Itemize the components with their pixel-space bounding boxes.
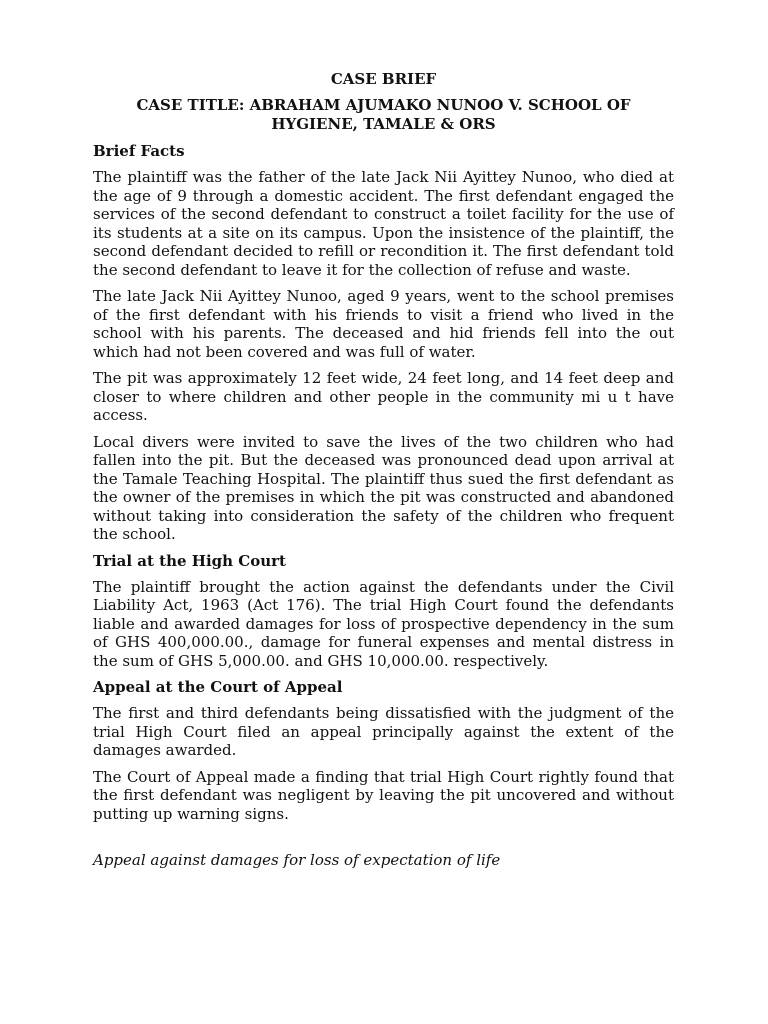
case-title: CASE TITLE: ABRAHAM AJUMAKO NUNOO V. SCHOOL OF HYGIENE, TAMALE & ORS <box>136 96 631 133</box>
document-title: CASE BRIEF <box>330 70 437 88</box>
section-heading-loss-expectation-of-life: Appeal against damages for loss of expectation of life <box>93 851 501 869</box>
section-heading-appeal-court-of-appeal: Appeal at the Court of Appeal <box>93 678 343 696</box>
brief-facts-paragraph-4: Local divers were invited to save the lives of the two children who had fallen into the pit. But the deceased was pronounced dead upon arrival at the Tamale Teaching Hospital. The plaintiff thus sued the first defendant as the owner of the premises in which the pit was constructed and abandoned without taking into consideration the safety of the children who frequent the school. <box>93 432 674 543</box>
appeal-paragraph-2: The Court of Appeal made a finding that trial High Court rightly found that the first defendant was negligent by leaving the pit uncovered and without putting up warning signs. <box>93 767 674 823</box>
appeal-paragraph-1: The first and third defendants being dissatisfied with the judgment of the trial High Court filed an appeal principally against the extent of the damages awarded. <box>93 704 674 759</box>
brief-facts-paragraph-1: The plaintiff was the father of the late Jack Nii Ayittey Nunoo, who died at the age of 9 through a domestic accident. The first defendant engaged the services of the second defendant to construct a toilet facility for the use of its students at a site on its campus. Upon the insistence of the plaintiff, the second defendant decided to refill or recondition it. The first defendant told the second defendant to leave it for the collection of refuse and waste. <box>93 168 674 279</box>
brief-facts-paragraph-2: The late Jack Nii Ayittey Nunoo, aged 9 years, went to the school premises of the first defendant with his friends to visit a friend who lived in the school with his parents. The deceased and hid friends fell into the out which had not been covered and was full of water. <box>93 287 674 361</box>
section-heading-brief-facts: Brief Facts <box>93 142 185 160</box>
trial-high-court-paragraph-1: The plaintiff brought the action against the defendants under the Civil Liability Act, 1963 (Act 176). The trial High Court found the defendants liable and awarded damages for loss of prospective dependency in the sum of GHS 400,000.00., damage for funeral expenses and mental distress in the sum of GHS 5,000.00. and GHS 10,000.00. respectively. <box>93 577 674 670</box>
document-page <box>93 70 674 870</box>
brief-facts-paragraph-3: The pit was approximately 12 feet wide, 24 feet long, and 14 feet deep and closer to where children and other people in the community mi u t have access. <box>93 369 674 424</box>
section-heading-trial-high-court: Trial at the High Court <box>93 551 286 570</box>
